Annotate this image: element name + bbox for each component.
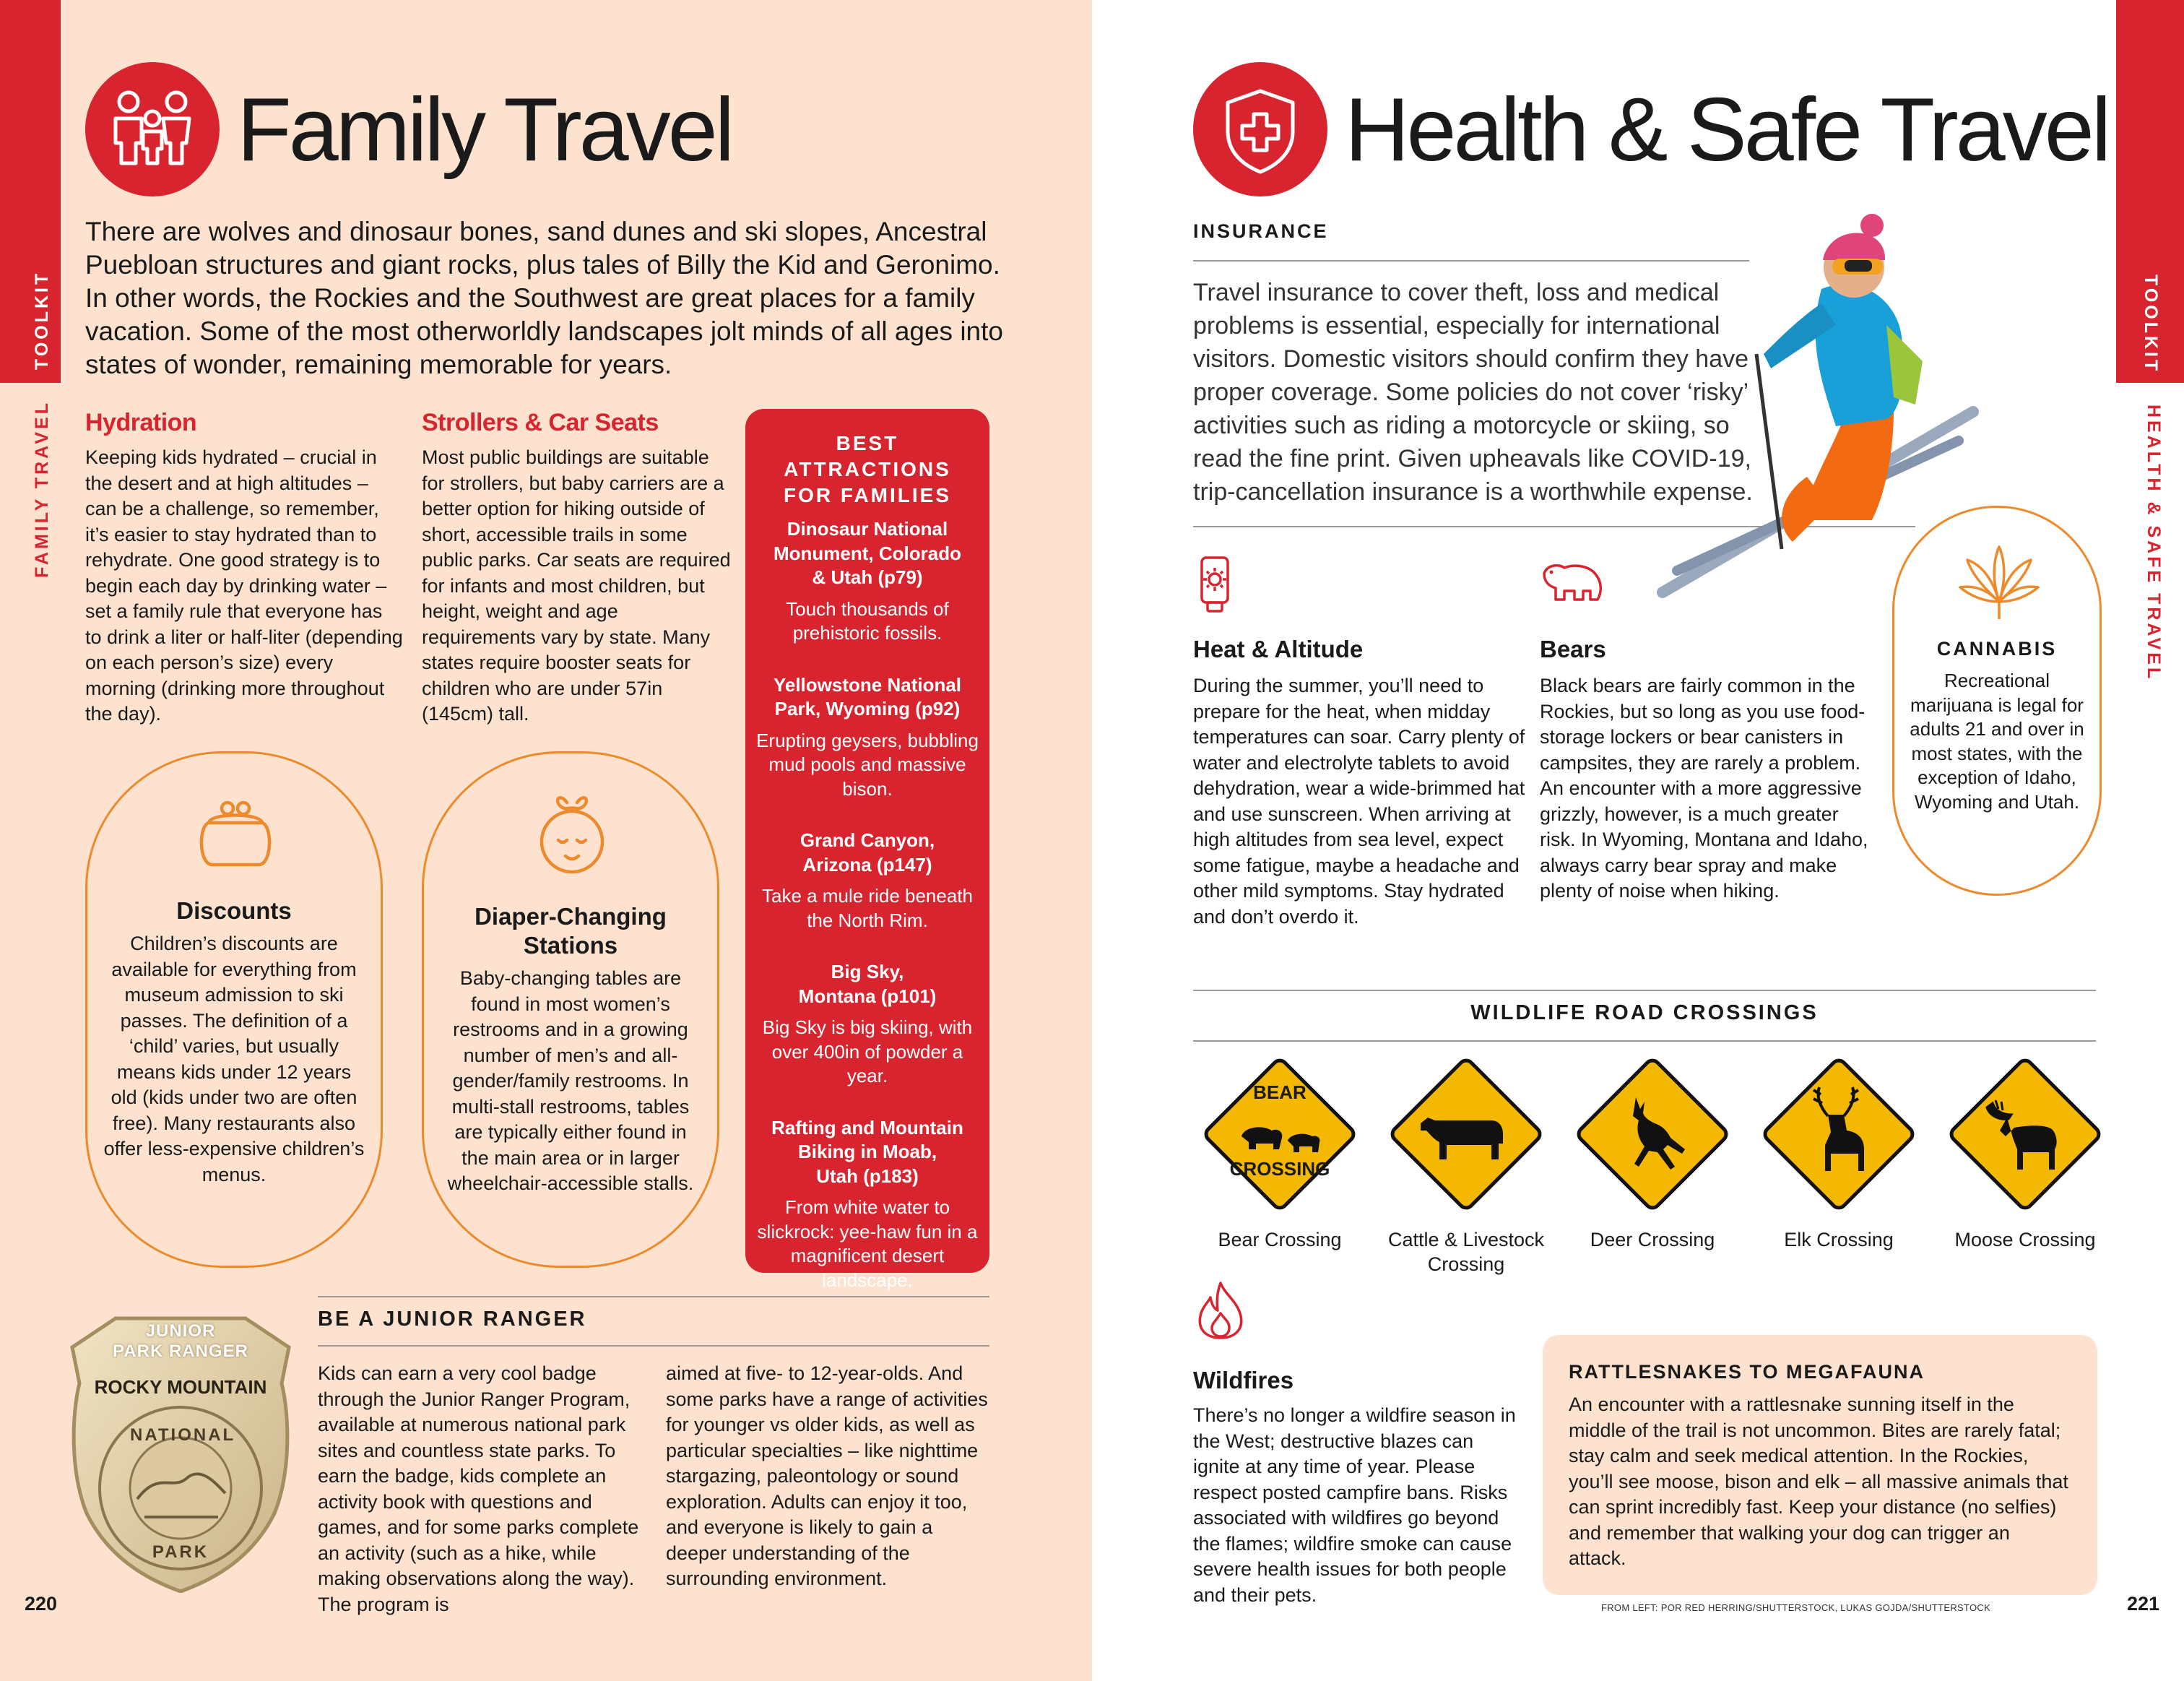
sign-bottom-text: CROSSING <box>1229 1158 1330 1180</box>
wildlife-heading: WILDLIFE ROAD CROSSINGS <box>1470 1001 1819 1024</box>
sign-label: Crossing <box>1427 1253 1505 1275</box>
baby-icon <box>529 787 615 879</box>
rattlesnakes-box <box>1543 1335 2097 1595</box>
best-heading-line1: BEST <box>836 432 899 454</box>
bear-crossing-sign <box>1193 1051 1366 1252</box>
cannabis-leaf-icon <box>1956 544 2042 622</box>
page-number-left: 220 <box>25 1593 58 1615</box>
discounts-text: Children’s discounts are available for everything from museum admission to ski passes. The definition of a ‘child’ varies, but usually means kids under 12 years old (kids under two are often free). Many restaurants also offer less-expensive children’s menus. <box>103 933 365 1185</box>
badge-ring-top: NATIONAL <box>130 1425 236 1445</box>
cannabis-card <box>1892 506 2102 896</box>
best-item-desc: Erupting geysers, bubbling mud pools and massive bison. <box>756 729 979 800</box>
photo-credit: FROM LEFT: POR RED HERRING/SHUTTERSTOCK, LUKAS GOJDA/SHUTTERSTOCK <box>1601 1602 1991 1613</box>
bear-icon <box>1540 559 1605 604</box>
moose-crossing-sign <box>1938 1051 2112 1252</box>
moose-sign-icon <box>1942 1051 2108 1217</box>
coin-purse-icon <box>193 797 278 869</box>
rattlesnakes-text: An encounter with a rattlesnake sunning itself in the middle of the trail is not uncommon. Bites are rarely fatal; stay calm and seek medical attention. In the Rockies, you’ll see moose, bison and elk – all massive animals that can sprint incredibly fast. Keep your distance (no selfies) and remember that walking your dog can trigger an attack. <box>1569 1393 2068 1569</box>
sign-label: Deer Crossing <box>1590 1229 1715 1250</box>
best-item-title: Biking in Moab, <box>797 1141 937 1162</box>
sign-label: Bear Crossing <box>1218 1229 1342 1250</box>
page-title: Family Travel <box>237 80 732 180</box>
page-title: Health & Safe Travel <box>1345 80 2109 180</box>
elk-sign-icon <box>1756 1051 1922 1217</box>
ranger-col1: Kids can earn a very cool badge through the Junior Ranger Program, available at numerous national park sites and countless state parks. To earn the badge, kids complete an activity book with questions and games, and for some parks complete an activity (such as a hike, while making observations along the way). The program is <box>318 1362 639 1615</box>
ranger-rule-top <box>318 1296 989 1297</box>
cannabis-text: Recreational marijuana is legal for adults 21 and over in most states, with the exception of Idaho, Wyoming and Utah. <box>1910 670 2084 813</box>
sign-label: Cattle & Livestock <box>1387 1229 1545 1250</box>
flame-icon <box>1193 1280 1248 1341</box>
bears-text: Black bears are fairly common in the Rockies, but so long as you use food-storage lockers or bear canisters in campsites, they are rarely a problem. An encounter with a more aggressive grizzly, however, is a much greater risk. In Wyoming, Montana and Idaho, always carry bear spray and make plenty of noise when hiking. <box>1540 675 1868 902</box>
best-heading-line3: FOR FAMILIES <box>784 484 951 506</box>
diaper-heading-line1: Diaper-Changing <box>474 903 667 930</box>
cannabis-heading: CANNABIS <box>1936 638 2058 660</box>
insurance-text: Travel insurance to cover theft, loss and medical problems is essential, especially for international visitors. Domestic visitors should confirm they have proper coverage. Some policies do not cover ‘risky’ activities such as riding a motorcycle or skiing, so read the fine print. Given upheavals like COVID-19, trip-cancellation insurance is a worthwhile expense. <box>1193 279 1753 506</box>
cattle-sign-icon <box>1383 1051 1549 1217</box>
discounts-heading: Discounts <box>176 897 292 924</box>
wildlife-rule-top <box>1193 990 2096 991</box>
sign-label: Elk Crossing <box>1784 1229 1894 1250</box>
best-attractions-box <box>745 409 989 1291</box>
first-aid-shield-icon <box>1193 62 1327 196</box>
best-item-desc: Touch thousands of prehistoric fossils. <box>786 597 949 644</box>
sign-label: Moose Crossing <box>1954 1229 2096 1250</box>
ranger-rule-bottom <box>318 1345 989 1347</box>
rattlesnakes-heading: RATTLESNAKES TO MEGAFAUNA <box>1569 1361 1925 1383</box>
badge-top1: JUNIOR <box>145 1321 216 1341</box>
side-toolkit-label: TOOLKIT <box>32 270 52 370</box>
strollers-text: Most public buildings are suitable for strollers, but baby carriers are a better option for hiking outside of short, accessible trails in some public parks. Car seats are required for infants and most children, but height, weight and age requirements vary by state. Many states require booster seats for children who are under 57in (145cm) tall. <box>422 446 731 725</box>
badge-mid: ROCKY MOUNTAIN <box>94 1376 267 1398</box>
best-item-desc: Big Sky is big skiing, with over 400in of powder a year. <box>762 1016 973 1086</box>
cattle-crossing-sign <box>1379 1051 1553 1276</box>
hydration-heading: Hydration <box>85 409 197 436</box>
bear-crossing-sign-icon <box>1197 1051 1363 1217</box>
elk-crossing-sign <box>1752 1051 1925 1252</box>
best-item-desc: Take a mule ride beneath the North Rim. <box>762 885 973 931</box>
wildlife-rule-bottom <box>1193 1040 2096 1042</box>
deer-sign-icon <box>1569 1051 1736 1217</box>
side-section-label: HEALTH & SAFE TRAVEL <box>2144 405 2164 682</box>
intro-paragraph: There are wolves and dinosaur bones, sand dunes and ski slopes, Ancestral Puebloan structures and giant rocks, plus tales of Billy the Kid and Geronimo. In other words, the Rockies and the Southwest are great places for a family vacation. Some of the most otherworldly landscapes jolt minds of all ages into states of wonder, remaining memorable for years. <box>85 217 1003 379</box>
page-number-right: 221 <box>2127 1593 2160 1615</box>
best-item-title: Arizona (p147) <box>802 853 932 876</box>
best-heading-line2: ATTRACTIONS <box>784 458 951 480</box>
right-page <box>1092 0 2184 1681</box>
best-item-title: Yellowstone National <box>773 673 962 696</box>
best-item-desc: From white water to slickrock: yee-haw fun in a magnificent desert landscape. <box>757 1196 978 1291</box>
sign-top-text: BEAR <box>1253 1081 1306 1103</box>
diaper-card <box>422 751 719 1268</box>
strollers-heading: Strollers & Car Seats <box>422 409 659 436</box>
badge-top2: PARK RANGER <box>113 1341 248 1361</box>
heat-text: During the summer, you’ll need to prepare for the heat, when midday temperatures can soar. Carry plenty of water and electrolyte tablets to avoid dehydration, wear a wide-brimmed hat and use sunscreen. When arriving at high altitudes from sea level, expect some fatigue, maybe a headache and other mild symptoms. Stay hydrated and don’t overdo it. <box>1193 675 1525 928</box>
best-item-title: Grand Canyon, <box>800 829 935 851</box>
best-item-title: & Utah (p79) <box>812 566 923 588</box>
sunscreen-icon <box>1193 555 1236 614</box>
family-icon <box>85 62 220 196</box>
junior-ranger-badge <box>58 1304 303 1593</box>
wildfires-heading: Wildfires <box>1193 1367 1294 1393</box>
ranger-col2: aimed at five- to 12-year-olds. And some parks have a range of activities for younger vs older kids, as well as particular specialties – like nighttime stargazing, paleontology or sound exploration. Adults can enjoy it too, and everyone is likely to gain a deeper understanding of the surrounding environment. <box>666 1362 988 1589</box>
insurance-heading: INSURANCE <box>1193 220 1329 242</box>
hydration-text: Keeping kids hydrated – crucial in the desert and at high altitudes – can be a challenge, so remember, it’s easier to stay hydrated than to rehydrate. One good strategy is to begin each day by drinking water – set a family rule that everyone has to drink a liter or half-liter (depending on each person’s size) every morning (drinking more throughout the day). <box>85 446 403 725</box>
best-item-title: Big Sky, <box>831 961 904 982</box>
best-item-title: Dinosaur National <box>786 518 948 540</box>
side-toolkit-label: TOOLKIT <box>2141 275 2161 374</box>
diaper-text: Baby-changing tables are found in most women’s restrooms and in a growing number of men’s and all-gender/family restrooms. In multi-stall restrooms, tables are typically either found in the main area or in larger wheelchair-accessible stalls. <box>447 967 694 1194</box>
heat-heading: Heat & Altitude <box>1193 636 1364 662</box>
bears-heading: Bears <box>1540 636 1606 662</box>
diaper-heading-line2: Stations <box>523 932 618 959</box>
wildfires-text: There’s no longer a wildfire season in the West; destructive blazes can ignite at any time of year. Please respect posted campfire bans. Risks associated with wildfires go beyond the flames; wildfire smoke can cause severe health issues for both people and their pets. <box>1193 1404 1516 1606</box>
best-item-title: Utah (p183) <box>816 1164 919 1187</box>
best-item-title: Montana (p101) <box>798 985 937 1007</box>
discounts-card <box>85 751 383 1268</box>
ranger-heading: BE A JUNIOR RANGER <box>318 1308 587 1331</box>
badge-ring-bottom: PARK <box>152 1542 209 1562</box>
best-item-title: Monument, Colorado <box>774 542 961 564</box>
deer-crossing-sign <box>1566 1051 1739 1252</box>
side-section-label: FAMILY TRAVEL <box>32 399 52 578</box>
best-item-title: Rafting and Mountain <box>771 1116 963 1138</box>
best-item-title: Park, Wyoming (p92) <box>774 698 961 719</box>
